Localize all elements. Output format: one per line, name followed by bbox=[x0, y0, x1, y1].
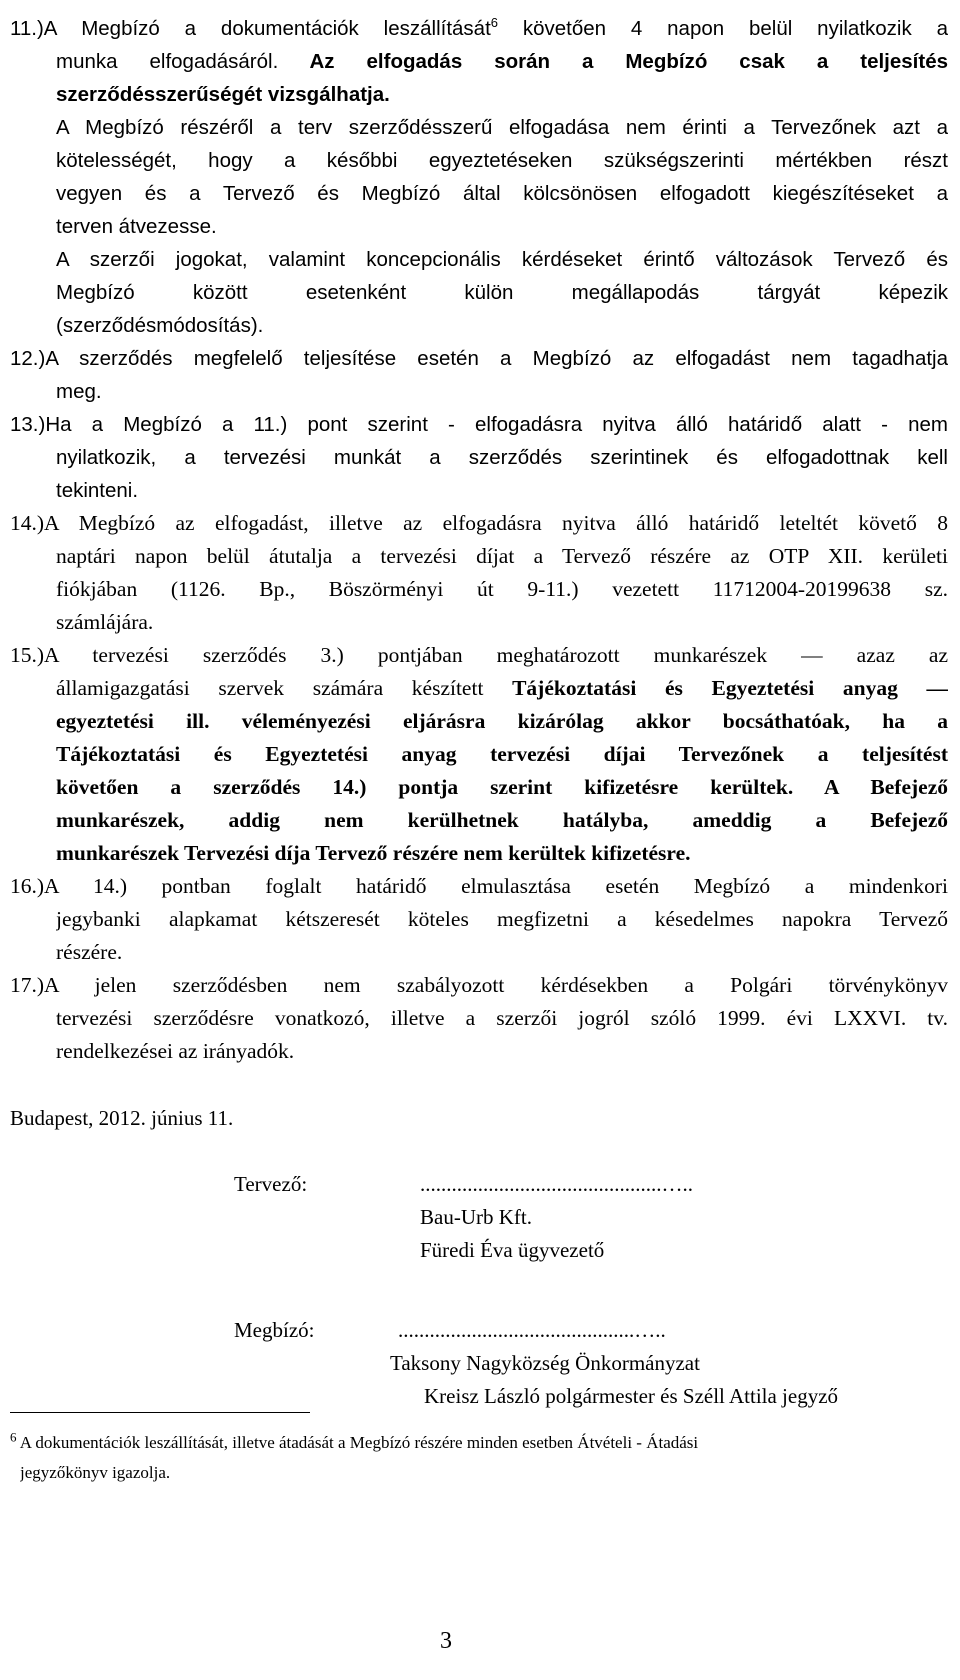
paragraph-line: (szerződésmódosítás). bbox=[56, 314, 264, 337]
paragraph-line: A Megbízó részéről a terv szerződésszerű elfogadása nem érinti a Tervezőnek azt a bbox=[56, 116, 948, 139]
item-11-text: munka elfogadásáról. bbox=[56, 50, 279, 73]
paragraph-line: meg. bbox=[56, 380, 102, 403]
paragraph-line bbox=[56, 672, 948, 705]
item-11 bbox=[10, 12, 948, 111]
item-11-text-tail: követően 4 napon belül nyilatkozik a bbox=[498, 17, 948, 40]
client-organization: Taksony Nagyközség Önkormányzat bbox=[390, 1351, 700, 1375]
paragraph-line: Megbízó között esetenként külön megállapodás tárgyát képezik bbox=[56, 281, 948, 304]
item-11-line-3: szerződésszerűségét vizsgálhatja. bbox=[56, 83, 390, 106]
paragraph-line: terven átvezesse. bbox=[56, 215, 217, 238]
item-15 bbox=[10, 639, 948, 870]
footnote-reference: 6 bbox=[490, 15, 498, 31]
designer-company: Bau-Urb Kft. bbox=[420, 1205, 532, 1229]
paragraph-line: követően a szerződés 14.) pontja szerint kifizetésre kerültek. A Befejező bbox=[56, 775, 948, 799]
client-label: Megbízó: bbox=[234, 1318, 315, 1342]
item-12 bbox=[10, 342, 948, 408]
paragraph-line: tervezési szerződésre vonatkozó, illetve a szerzői jogról szóló 1999. évi LXXVI. tv. bbox=[56, 1006, 948, 1030]
paragraph-line: egyeztetési ill. véleményezési eljárásra kizárólag akkor bocsáthatóak, ha a bbox=[56, 709, 948, 733]
paragraph-line: számlájára. bbox=[56, 610, 154, 634]
paragraph-line: 17.)A jelen szerződésben nem szabályozott kérdésekben a Polgári törvénykönyv bbox=[10, 973, 948, 997]
footnote-text: A dokumentációk leszállítását, illetve átadását a Megbízó részére minden esetben Átvételi - Átadási bbox=[16, 1433, 699, 1452]
item-11-text: 11.)A Megbízó a dokumentációk leszállítását bbox=[10, 17, 491, 40]
item-15-bold-text: Tájékoztatási és Egyeztetési anyag — bbox=[512, 676, 948, 700]
paragraph-line: 16.)A 14.) pontban foglalt határidő elmulasztása esetén Megbízó a mindenkori bbox=[10, 874, 948, 898]
item-17 bbox=[10, 969, 948, 1068]
designer-label: Tervező: bbox=[234, 1172, 308, 1196]
paragraph-line: tekinteni. bbox=[56, 479, 139, 502]
footnote-line-1 bbox=[10, 1428, 950, 1458]
paragraph-line: Tájékoztatási és Egyeztetési anyag tervezési díjai Tervezőnek a teljesítést bbox=[56, 742, 948, 766]
paragraph-line: jegybanki alapkamat kétszeresét köteles megfizetni a késedelmes napokra Tervező bbox=[56, 907, 948, 931]
item-15-text: államigazgatási szervek számára készített bbox=[56, 676, 513, 700]
place-date: Budapest, 2012. június 11. bbox=[10, 1106, 234, 1130]
footnote-separator bbox=[10, 1412, 310, 1413]
paragraph-line: rendelkezései az irányadók. bbox=[56, 1039, 295, 1063]
designer-signature-line: ..............................................….. bbox=[420, 1172, 693, 1196]
client-persons: Kreisz László polgármester és Széll Attila jegyző bbox=[424, 1384, 839, 1408]
paragraph-line: 13.)Ha a Megbízó a 11.) pont szerint - elfogadásra nyitva álló határidő alatt - nem bbox=[10, 413, 948, 436]
paragraph-line: 15.)A tervezési szerződés 3.) pontjában meghatározott munkarészek — azaz az bbox=[10, 643, 948, 667]
paragraph-line: munkarészek Tervezési díja Tervező részére nem kerültek kifizetésre. bbox=[56, 841, 691, 865]
footnote-line-2: jegyzőkönyv igazolja. bbox=[20, 1463, 171, 1482]
paragraph-line: A szerzői jogokat, valamint koncepcionális kérdéseket érintő változások Tervező és bbox=[56, 248, 948, 271]
paragraph-line: kötelességét, hogy a későbbi egyeztetéseken szükségszerinti mértékben részt bbox=[56, 149, 948, 172]
paragraph-line: 14.)A Megbízó az elfogadást, illetve az elfogadásra nyitva álló határidő leteltét követő 8 bbox=[10, 511, 948, 535]
item-11-paragraph-2 bbox=[10, 111, 948, 243]
paragraph-line: vegyen és a Tervező és Megbízó által kölcsönösen elfogadott kiegészítéseket a bbox=[56, 182, 948, 205]
footnote bbox=[10, 1428, 950, 1488]
paragraph-line: 12.)A szerződés megfelelő teljesítése esetén a Megbízó az elfogadást nem tagadhatja bbox=[10, 347, 948, 370]
designer-person: Füredi Éva ügyvezető bbox=[420, 1238, 605, 1262]
client-signature-line: .............................................….. bbox=[398, 1318, 666, 1342]
footnote-mark: 6 bbox=[10, 1429, 17, 1445]
item-14 bbox=[10, 507, 948, 639]
item-11-line-2 bbox=[56, 45, 948, 78]
item-16 bbox=[10, 870, 948, 969]
item-11-bold-text: Az elfogadás során a Megbízó csak a teljesítés bbox=[278, 50, 948, 73]
paragraph-line: nyilatkozik, a tervezési munkát a szerződés szerintinek és elfogadottnak kell bbox=[56, 446, 948, 469]
paragraph-line: naptári napon belül átutalja a tervezési díjat a Tervező részére az OTP XII. kerületi bbox=[56, 544, 948, 568]
paragraph-line: részére. bbox=[56, 940, 123, 964]
paragraph-line: fiókjában (1126. Bp., Böszörményi út 9-11.) vezetett 11712004-20199638 sz. bbox=[56, 577, 948, 601]
item-11-paragraph-3 bbox=[10, 243, 948, 342]
page-number: 3 bbox=[440, 1628, 452, 1654]
paragraph-line: munkarészek, addig nem kerülhetnek hatályba, ameddig a Befejező bbox=[56, 808, 948, 832]
item-13 bbox=[10, 408, 948, 507]
item-11-line-1 bbox=[10, 12, 948, 45]
